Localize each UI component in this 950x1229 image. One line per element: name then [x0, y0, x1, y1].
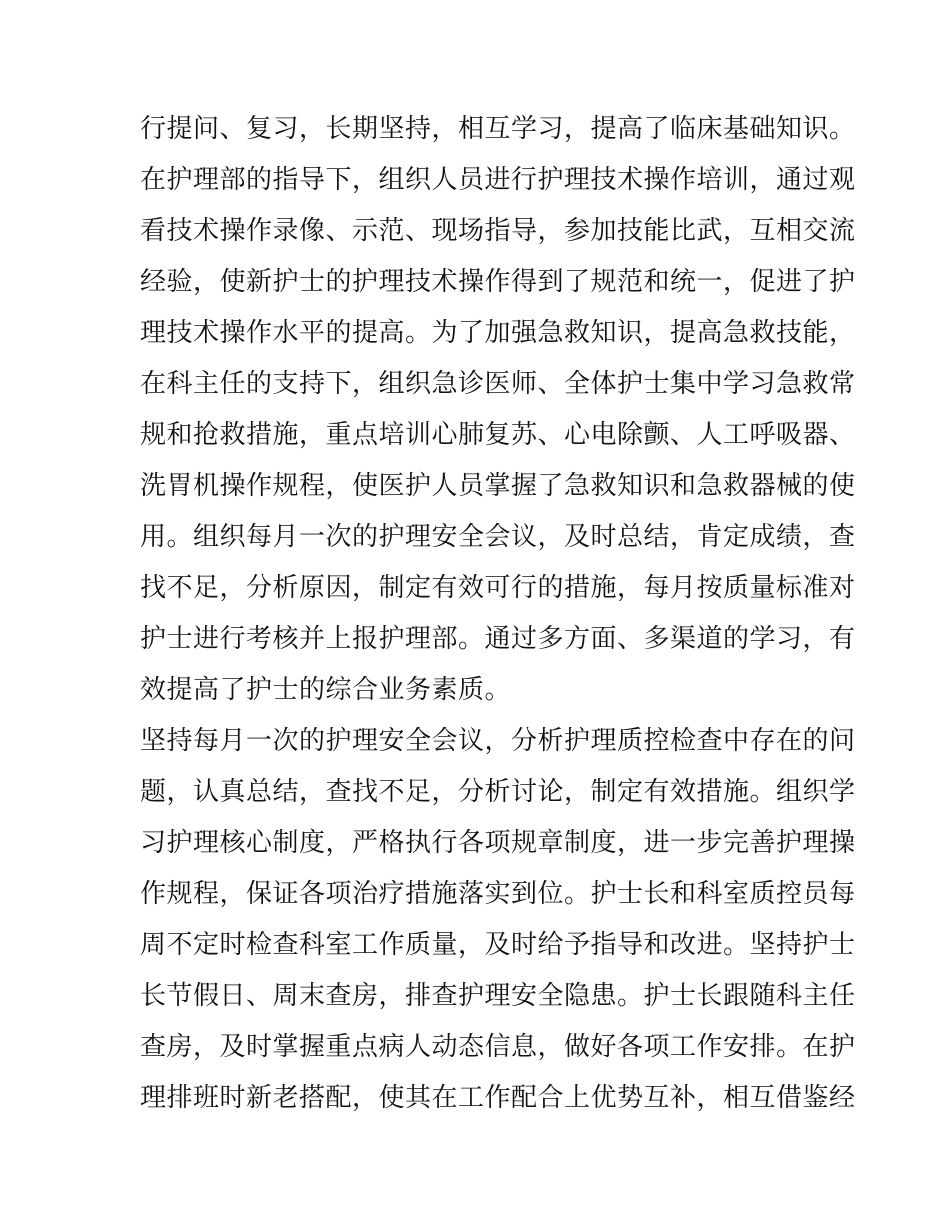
text-line: 周不定时检查科室工作质量，及时给予指导和改进。坚持护士: [140, 930, 856, 960]
text-line: 看技术操作录像、示范、现场指导，参加技能比武，互相交流: [140, 216, 856, 246]
text-line: 作规程，保证各项治疗措施落实到位。护士长和科室质控员每: [140, 879, 856, 909]
text-line: 经验，使新护士的护理技术操作得到了规范和统一，促进了护: [140, 267, 856, 297]
text-line: 坚持每月一次的护理安全会议，分析护理质控检查中存在的问: [140, 726, 856, 756]
text-line: 长节假日、周末查房，排查护理安全隐患。护士长跟随科主任: [140, 981, 856, 1011]
text-line: 行提问、复习，长期坚持，相互学习，提高了临床基础知识。: [140, 114, 856, 144]
text-line: 题，认真总结，查找不足，分析讨论，制定有效措施。组织学: [140, 777, 856, 807]
text-line: 在护理部的指导下，组织人员进行护理技术操作培训，通过观: [140, 165, 856, 195]
text-line: 洗胃机操作规程，使医护人员掌握了急救知识和急救器械的使: [140, 471, 856, 501]
text-line: 规和抢救措施，重点培训心肺复苏、心电除颤、人工呼吸器、: [140, 420, 856, 450]
text-line: 查房，及时掌握重点病人动态信息，做好各项工作安排。在护: [140, 1032, 856, 1062]
text-line: 在科主任的支持下，组织急诊医师、全体护士集中学习急救常: [140, 369, 856, 399]
text-line: 用。组织每月一次的护理安全会议，及时总结，肯定成绩，查: [140, 522, 856, 552]
text-line: 理排班时新老搭配，使其在工作配合上优势互补，相互借鉴经: [140, 1083, 856, 1113]
text-line: 效提高了护士的综合业务素质。: [140, 675, 512, 705]
text-line: 习护理核心制度，严格执行各项规章制度，进一步完善护理操: [140, 828, 856, 858]
text-line: 理技术操作水平的提高。为了加强急救知识，提高急救技能，: [140, 318, 856, 348]
text-line: 护士进行考核并上报护理部。通过多方面、多渠道的学习，有: [140, 624, 856, 654]
document-body: [140, 104, 856, 1124]
text-line: 找不足，分析原因，制定有效可行的措施，每月按质量标准对: [140, 573, 856, 603]
